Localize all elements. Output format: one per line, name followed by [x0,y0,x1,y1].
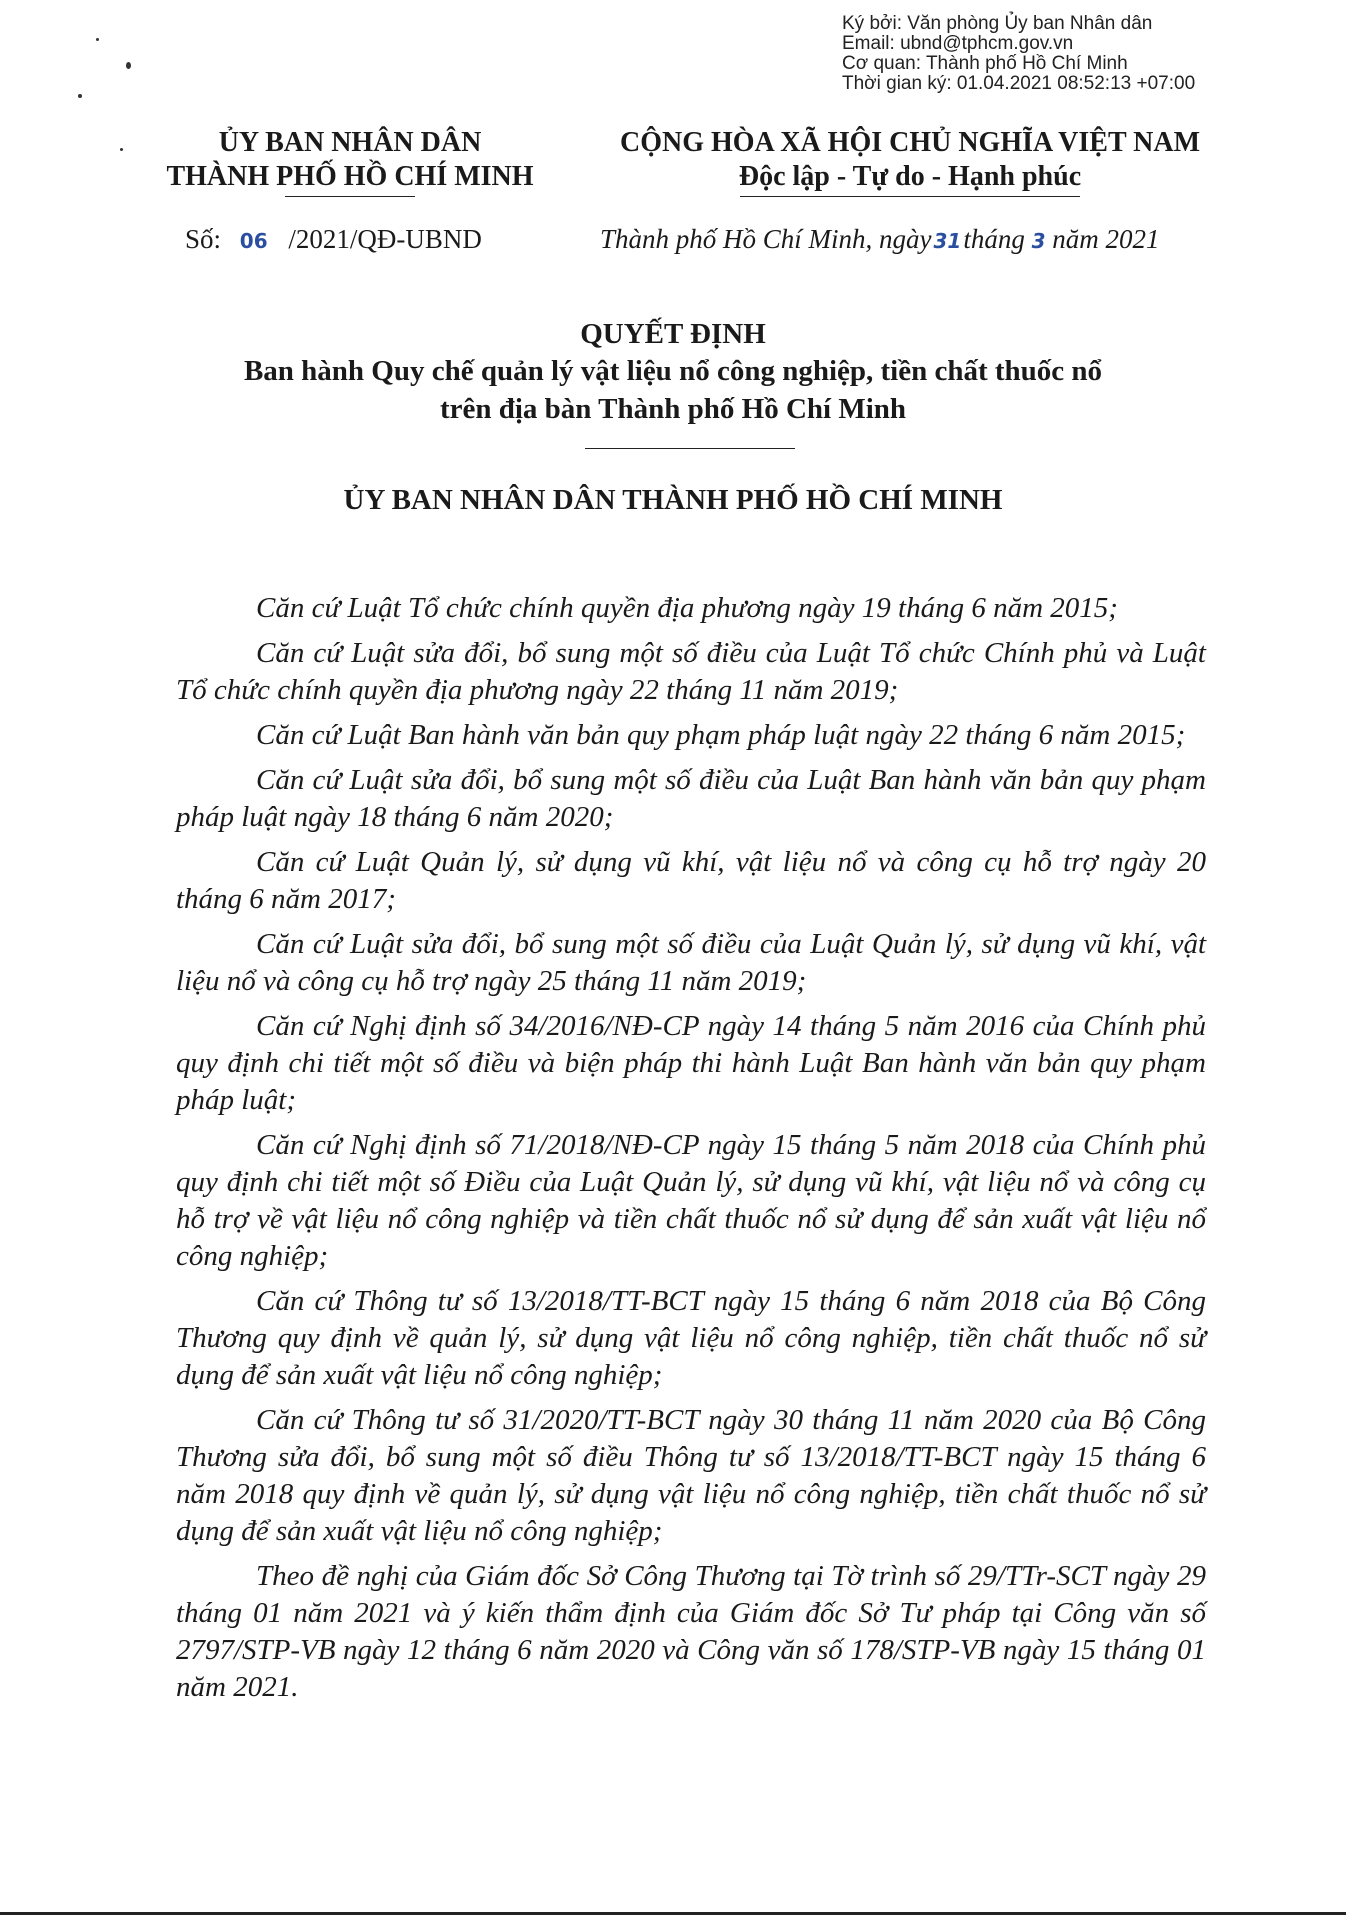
doc-number-prefix: Số: [185,224,222,254]
legal-basis-paragraph: Căn cứ Nghị định số 34/2016/NĐ-CP ngày 14 tháng 5 năm 2016 của Chính phủ quy định chi tiết một số điều và biện pháp thi hành Luật Ban hành văn bản quy phạm pháp luật; [176,1010,1206,1116]
date-year: năm 2021 [1052,224,1160,254]
legal-basis-paragraph: Căn cứ Thông tư số 31/2020/TT-BCT ngày 30 tháng 11 năm 2020 của Bộ Công Thương sửa đổi, bổ sung một số điều Thông tư số 13/2018/TT-BCT ngày 15 tháng 6 năm 2018 quy định về quản lý, sử dụng vật liệu nổ công nghiệp, tiền chất thuốc nổ sử dụng để sản xuất vật liệu nổ công nghiệp; [176,1404,1206,1547]
nation-line-2: Độc lập - Tự do - Hạnh phúc [738,161,1082,192]
date-month-label: tháng [963,224,1025,254]
doc-number-handwritten: 06 [239,229,268,253]
nation-line-1: CỘNG HÒA XÃ HỘI CHỦ NGHĨA VIỆT NAM [619,127,1201,158]
subject-line-1: Ban hành Quy chế quản lý vật liệu nổ công nghiệp, tiền chất thuốc nổ [243,355,1103,387]
issuing-authority: ỦY BAN NHÂN DÂN THÀNH PHỐ HỒ CHÍ MINH [343,484,1003,516]
legal-basis-paragraph: Căn cứ Nghị định số 71/2018/NĐ-CP ngày 15 tháng 5 năm 2018 của Chính phủ quy định chi tiết một số Điều của Luật Quản lý, sử dụng vũ khí, vật liệu nổ và công cụ hỗ trợ về vật liệu nổ công nghiệp và tiền chất thuốc nổ sử dụng để sản xuất vật liệu nổ công nghiệp; [176,1129,1206,1272]
signature-time: Thời gian ký: 01.04.2021 08:52:13 +07:00 [842,73,1196,94]
legal-basis-paragraph: Căn cứ Luật sửa đổi, bổ sung một số điều của Luật Tổ chức Chính phủ và Luật Tổ chức chính quyền địa phương ngày 22 tháng 11 năm 2019; [176,637,1206,706]
subject-line-2: trên địa bàn Thành phố Hồ Chí Minh [439,393,907,425]
scan-speck [126,62,131,69]
motto-underline [740,196,1080,197]
signature-email: Email: ubnd@tphcm.gov.vn [842,33,1074,54]
national-motto [560,126,1260,194]
digital-signature [842,14,1195,94]
legal-bases [176,590,1206,1714]
legal-basis-paragraph: Căn cứ Luật Tổ chức chính quyền địa phương ngày 19 tháng 6 năm 2015; [256,592,1118,624]
date-line [600,224,1160,255]
decision-heading: QUYẾT ĐỊNH [580,318,766,350]
org-underline [285,196,415,197]
signature-signed-by: Ký bởi: Văn phòng Ủy ban Nhân dân [842,13,1153,34]
date-day-handwritten: 31 [933,229,962,253]
title-underline [585,448,795,449]
legal-basis-paragraph: Căn cứ Luật sửa đổi, bổ sung một số điều của Luật Quản lý, sử dụng vũ khí, vật liệu nổ và công cụ hỗ trợ ngày 25 tháng 11 năm 2019; [176,928,1206,997]
org-line-1: ỦY BAN NHÂN DÂN [218,127,482,158]
legal-basis-paragraph: Căn cứ Luật Quản lý, sử dụng vũ khí, vật liệu nổ và công cụ hỗ trợ ngày 20 tháng 6 năm 2017; [176,846,1206,915]
scan-speck [96,38,99,41]
document-number [185,224,482,255]
issuing-organization [130,126,570,194]
legal-basis-paragraph: Căn cứ Thông tư số 13/2018/TT-BCT ngày 15 tháng 6 năm 2018 của Bộ Công Thương quy định về quản lý, sử dụng vật liệu nổ công nghiệp, tiền chất thuốc nổ sử dụng để sản xuất vật liệu nổ công nghiệp; [176,1285,1206,1391]
legal-basis-paragraph: Căn cứ Luật sửa đổi, bổ sung một số điều của Luật Ban hành văn bản quy phạm pháp luật ngày 18 tháng 6 năm 2020; [176,764,1206,833]
doc-number-suffix: /2021/QĐ-UBND [288,224,482,254]
org-line-2: THÀNH PHỐ HỒ CHÍ MINH [166,161,534,192]
date-month-handwritten: 3 [1031,229,1046,253]
scan-speck [120,148,123,151]
scan-speck [78,94,82,98]
decision-subject [0,352,1346,428]
proposal-paragraph: Theo đề nghị của Giám đốc Sở Công Thương tại Tờ trình số 29/TTr-SCT ngày 29 tháng 01 năm 2021 và ý kiến thẩm định của Giám đốc Sở Tư pháp tại Công văn số 2797/STP-VB ngày 12 tháng 6 năm 2020 và Công văn số 178/STP-VB ngày 15 tháng 01 năm 2021. [176,1560,1206,1703]
signature-agency: Cơ quan: Thành phố Hồ Chí Minh [842,53,1128,74]
page-bottom-edge [0,1912,1346,1915]
legal-basis-paragraph: Căn cứ Luật Ban hành văn bản quy phạm pháp luật ngày 22 tháng 6 năm 2015; [256,719,1186,751]
date-prefix: Thành phố Hồ Chí Minh, ngày [600,224,932,254]
